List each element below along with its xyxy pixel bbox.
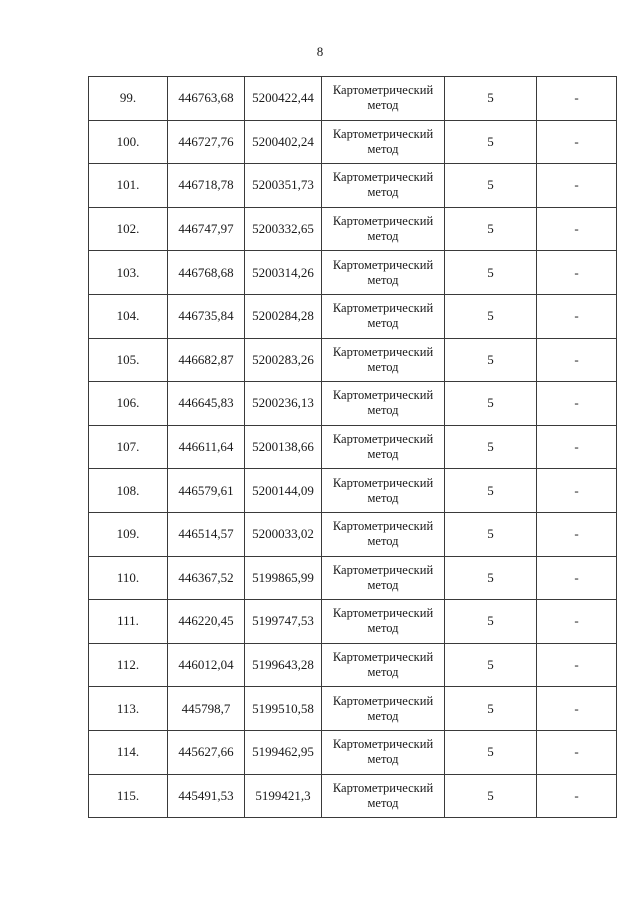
point-number-cell: 100.	[89, 120, 168, 164]
coordinates-table	[88, 76, 617, 818]
point-number-cell: 101.	[89, 164, 168, 208]
method-text-line: метод	[367, 359, 399, 374]
method-text-line: Картометрический	[332, 257, 434, 272]
y-coordinate-cell: 5199462,95	[245, 730, 322, 774]
method-cell	[322, 382, 445, 426]
accuracy-cell: 5	[445, 425, 537, 469]
table-row	[89, 469, 617, 513]
x-coordinate-cell: 446220,45	[168, 600, 245, 644]
method-cell	[322, 251, 445, 295]
method-text-line: Картометрический	[332, 475, 434, 490]
accuracy-cell: 5	[445, 77, 537, 121]
extra-cell: -	[537, 774, 617, 818]
method-cell	[322, 77, 445, 121]
x-coordinate-cell: 445491,53	[168, 774, 245, 818]
method-text-line: метод	[367, 229, 399, 244]
x-coordinate-cell: 446718,78	[168, 164, 245, 208]
table-row	[89, 164, 617, 208]
method-text-line: Картометрический	[332, 432, 434, 447]
y-coordinate-cell: 5199747,53	[245, 600, 322, 644]
x-coordinate-cell: 446682,87	[168, 338, 245, 382]
x-coordinate-cell: 446514,57	[168, 512, 245, 556]
method-text-line: Картометрический	[332, 301, 434, 316]
method-text-line: метод	[367, 141, 399, 156]
method-cell	[322, 512, 445, 556]
method-cell	[322, 600, 445, 644]
x-coordinate-cell: 445798,7	[168, 687, 245, 731]
table-row	[89, 77, 617, 121]
y-coordinate-cell: 5200033,02	[245, 512, 322, 556]
method-text-line: метод	[367, 577, 399, 592]
extra-cell: -	[537, 164, 617, 208]
accuracy-cell: 5	[445, 120, 537, 164]
x-coordinate-cell: 446367,52	[168, 556, 245, 600]
point-number-cell: 115.	[89, 774, 168, 818]
table-row	[89, 120, 617, 164]
page-number: 8	[316, 44, 324, 59]
extra-cell: -	[537, 600, 617, 644]
accuracy-cell: 5	[445, 730, 537, 774]
method-cell	[322, 469, 445, 513]
accuracy-cell: 5	[445, 164, 537, 208]
y-coordinate-cell: 5200138,66	[245, 425, 322, 469]
method-cell	[322, 338, 445, 382]
point-number-cell: 99.	[89, 77, 168, 121]
x-coordinate-cell: 446645,83	[168, 382, 245, 426]
extra-cell: -	[537, 469, 617, 513]
point-number-cell: 108.	[89, 469, 168, 513]
method-cell	[322, 120, 445, 164]
x-coordinate-cell: 446579,61	[168, 469, 245, 513]
method-cell	[322, 643, 445, 687]
extra-cell: -	[537, 77, 617, 121]
table-row	[89, 730, 617, 774]
method-text-line: Картометрический	[332, 519, 434, 534]
point-number-cell: 105.	[89, 338, 168, 382]
accuracy-cell: 5	[445, 207, 537, 251]
accuracy-cell: 5	[445, 469, 537, 513]
extra-cell: -	[537, 512, 617, 556]
point-number-cell: 114.	[89, 730, 168, 774]
table-row	[89, 425, 617, 469]
accuracy-cell: 5	[445, 512, 537, 556]
coordinates-table-body	[89, 77, 617, 818]
y-coordinate-cell: 5200283,26	[245, 338, 322, 382]
method-text-line: Картометрический	[332, 83, 434, 98]
method-text-line: метод	[367, 447, 399, 462]
extra-cell: -	[537, 425, 617, 469]
point-number-cell: 104.	[89, 294, 168, 338]
y-coordinate-cell: 5200422,44	[245, 77, 322, 121]
x-coordinate-cell: 445627,66	[168, 730, 245, 774]
x-coordinate-cell: 446768,68	[168, 251, 245, 295]
table-row	[89, 687, 617, 731]
method-text-line: Картометрический	[332, 388, 434, 403]
y-coordinate-cell: 5199865,99	[245, 556, 322, 600]
method-text-line: метод	[367, 534, 399, 549]
method-text-line: метод	[367, 98, 399, 113]
accuracy-cell: 5	[445, 251, 537, 295]
accuracy-cell: 5	[445, 294, 537, 338]
method-cell	[322, 294, 445, 338]
method-text-line: Картометрический	[332, 650, 434, 665]
extra-cell: -	[537, 207, 617, 251]
table-row	[89, 207, 617, 251]
table-row	[89, 556, 617, 600]
extra-cell: -	[537, 294, 617, 338]
point-number-cell: 107.	[89, 425, 168, 469]
method-text-line: метод	[367, 621, 399, 636]
y-coordinate-cell: 5200144,09	[245, 469, 322, 513]
accuracy-cell: 5	[445, 600, 537, 644]
method-text-line: Картометрический	[332, 562, 434, 577]
x-coordinate-cell: 446727,76	[168, 120, 245, 164]
method-text-line: Картометрический	[332, 737, 434, 752]
x-coordinate-cell: 446735,84	[168, 294, 245, 338]
accuracy-cell: 5	[445, 687, 537, 731]
table-row	[89, 251, 617, 295]
y-coordinate-cell: 5199510,58	[245, 687, 322, 731]
method-cell	[322, 774, 445, 818]
x-coordinate-cell: 446611,64	[168, 425, 245, 469]
point-number-cell: 106.	[89, 382, 168, 426]
extra-cell: -	[537, 120, 617, 164]
accuracy-cell: 5	[445, 774, 537, 818]
method-text-line: метод	[367, 665, 399, 680]
method-text-line: Картометрический	[332, 344, 434, 359]
y-coordinate-cell: 5200332,65	[245, 207, 322, 251]
table-row	[89, 774, 617, 818]
x-coordinate-cell: 446763,68	[168, 77, 245, 121]
extra-cell: -	[537, 251, 617, 295]
point-number-cell: 112.	[89, 643, 168, 687]
x-coordinate-cell: 446747,97	[168, 207, 245, 251]
method-text-line: метод	[367, 272, 399, 287]
y-coordinate-cell: 5200236,13	[245, 382, 322, 426]
table-row	[89, 600, 617, 644]
method-cell	[322, 687, 445, 731]
y-coordinate-cell: 5200284,28	[245, 294, 322, 338]
extra-cell: -	[537, 643, 617, 687]
method-cell	[322, 556, 445, 600]
method-text-line: Картометрический	[332, 214, 434, 229]
accuracy-cell: 5	[445, 382, 537, 426]
method-text-line: метод	[367, 795, 399, 810]
method-text-line: метод	[367, 490, 399, 505]
extra-cell: -	[537, 382, 617, 426]
point-number-cell: 110.	[89, 556, 168, 600]
table-row	[89, 382, 617, 426]
method-text-line: Картометрический	[332, 170, 434, 185]
point-number-cell: 113.	[89, 687, 168, 731]
method-text-line: Картометрический	[332, 606, 434, 621]
point-number-cell: 103.	[89, 251, 168, 295]
method-text-line: метод	[367, 185, 399, 200]
accuracy-cell: 5	[445, 338, 537, 382]
table-row	[89, 294, 617, 338]
accuracy-cell: 5	[445, 556, 537, 600]
method-text-line: Картометрический	[332, 693, 434, 708]
y-coordinate-cell: 5200351,73	[245, 164, 322, 208]
method-text-line: метод	[367, 708, 399, 723]
extra-cell: -	[537, 730, 617, 774]
method-text-line: Картометрический	[332, 780, 434, 795]
method-cell	[322, 730, 445, 774]
extra-cell: -	[537, 338, 617, 382]
y-coordinate-cell: 5200314,26	[245, 251, 322, 295]
method-cell	[322, 425, 445, 469]
y-coordinate-cell: 5200402,24	[245, 120, 322, 164]
method-text-line: Картометрический	[332, 126, 434, 141]
extra-cell: -	[537, 556, 617, 600]
extra-cell: -	[537, 687, 617, 731]
y-coordinate-cell: 5199421,3	[245, 774, 322, 818]
method-text-line: метод	[367, 752, 399, 767]
table-row	[89, 512, 617, 556]
method-text-line: метод	[367, 316, 399, 331]
point-number-cell: 109.	[89, 512, 168, 556]
x-coordinate-cell: 446012,04	[168, 643, 245, 687]
point-number-cell: 111.	[89, 600, 168, 644]
point-number-cell: 102.	[89, 207, 168, 251]
accuracy-cell: 5	[445, 643, 537, 687]
method-cell	[322, 207, 445, 251]
table-row	[89, 643, 617, 687]
method-text-line: метод	[367, 403, 399, 418]
y-coordinate-cell: 5199643,28	[245, 643, 322, 687]
table-row	[89, 338, 617, 382]
method-cell	[322, 164, 445, 208]
